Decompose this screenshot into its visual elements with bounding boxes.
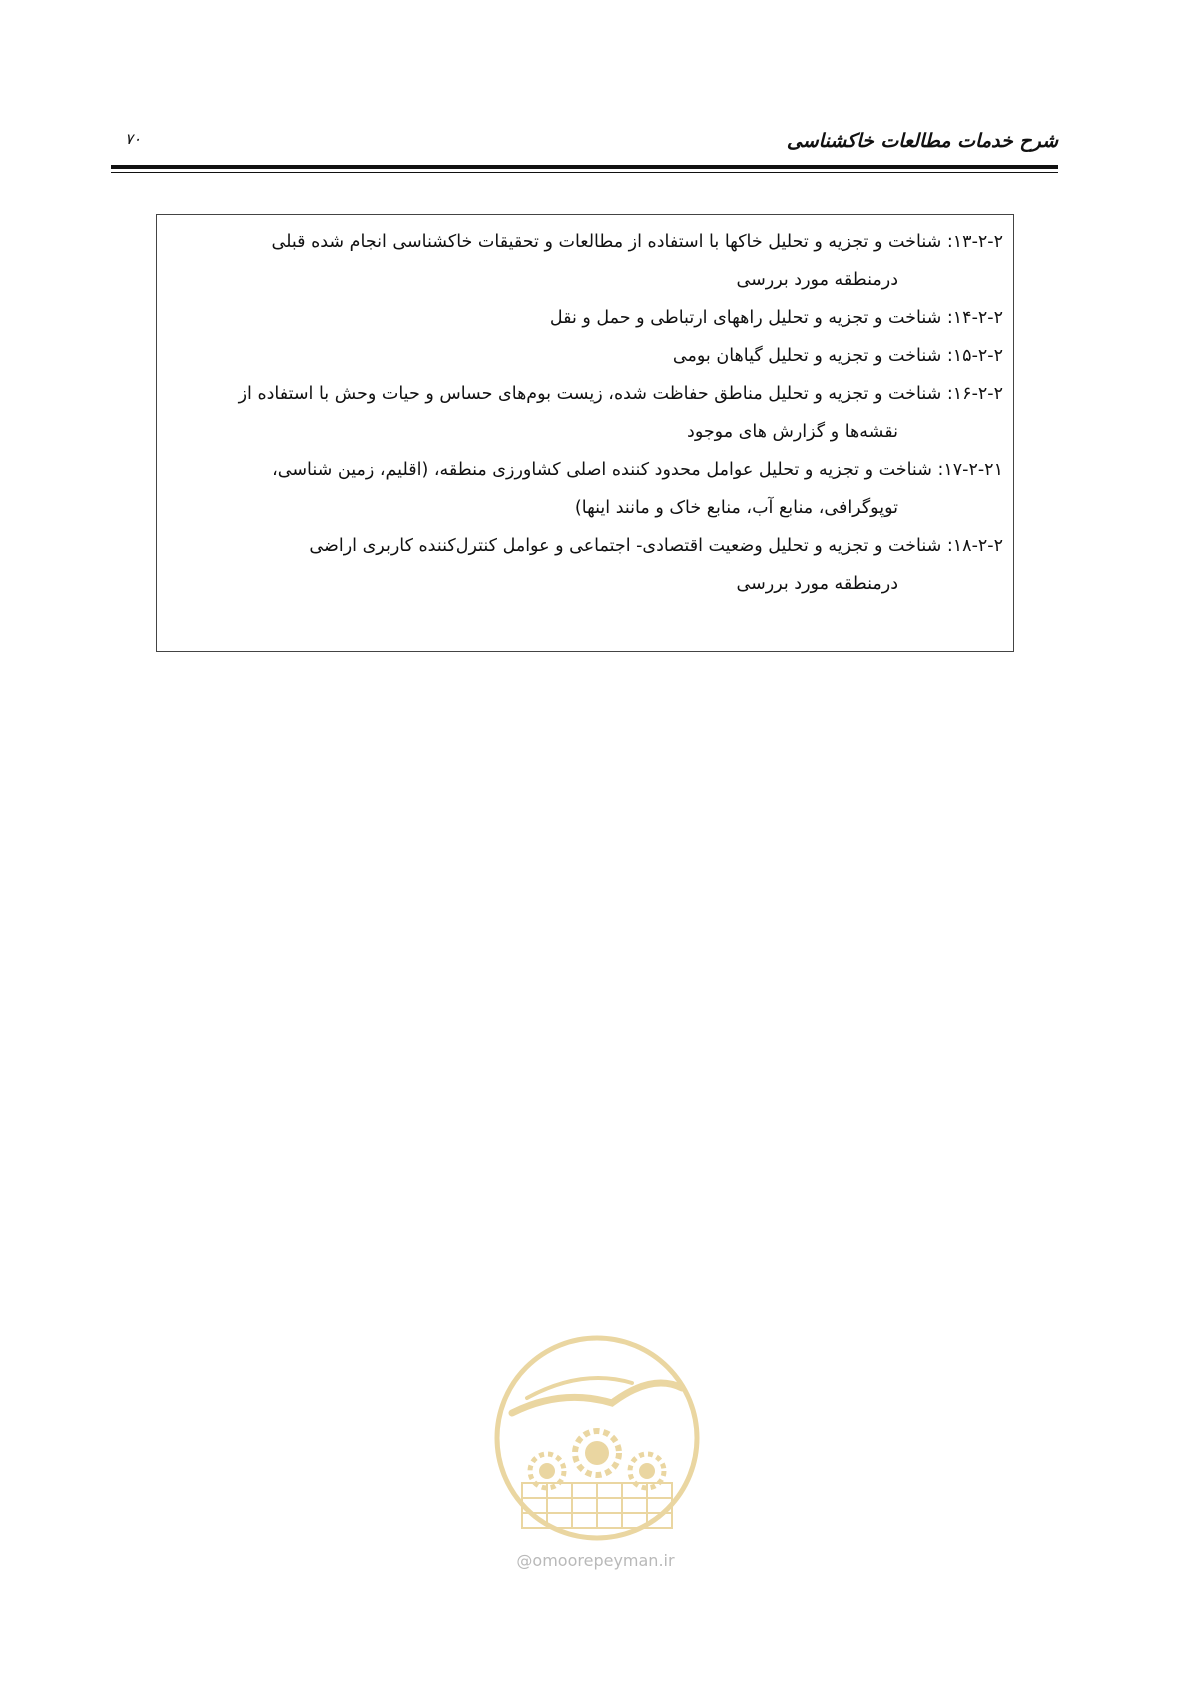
item-text-continuation: نقشه‌ها و گزارش های موجود [687,422,898,442]
page-header-title: شرح خدمات مطالعات خاکشناسی [786,130,1058,152]
watermark-seal-icon [492,1333,702,1543]
item-number: ۱۴-۲-۲: [946,308,1003,328]
header-rule-thick [111,165,1058,169]
list-item [169,451,1003,527]
item-text-continuation: توپوگرافی، منابع آب، منابع خاک و مانند اینها) [574,498,898,518]
item-number: ۱۸-۲-۲: [946,536,1003,556]
item-number: ۱۶-۲-۲: [946,384,1003,404]
item-number: ۱۵-۲-۲: [946,346,1003,366]
item-text: شناخت و تجزیه و تحلیل خاکها با استفاده از مطالعات و تحقیقات خاکشناسی انجام شده قبلی [271,232,942,252]
list-item [169,223,1003,299]
list-item [169,527,1003,603]
item-number: ۱۳-۲-۲: [946,232,1003,252]
page-number: ۷۰ [125,130,142,148]
list-item [169,299,1003,337]
item-text: شناخت و تجزیه و تحلیل وضعیت اقتصادی- اجتماعی و عوامل کنترل‌کننده کاربری اراضی [309,536,942,556]
item-text: شناخت و تجزیه و تحلیل راههای ارتباطی و حمل و نقل [549,308,942,328]
content-box [156,214,1014,652]
item-text: شناخت و تجزیه و تحلیل عوامل محدود کننده اصلی کشاورزی منطقه، (اقلیم، زمین شناسی، [272,460,932,480]
item-text: شناخت و تجزیه و تحلیل مناطق حفاظت شده، زیست بوم‌های حساس و حیات وحش با استفاده از [238,384,942,404]
list-item [169,337,1003,375]
header-rule-thin [111,172,1058,173]
item-text: شناخت و تجزیه و تحلیل گیاهان بومی [672,346,942,366]
watermark-logo [492,1333,702,1543]
watermark-site-text: @omoorepeyman.ir [516,1551,675,1570]
item-text-continuation: درمنطقه مورد بررسی [736,574,898,594]
item-number: ۱۷-۲-۲۱: [937,460,1003,480]
list-item [169,375,1003,451]
item-text-continuation: درمنطقه مورد بررسی [736,270,898,290]
